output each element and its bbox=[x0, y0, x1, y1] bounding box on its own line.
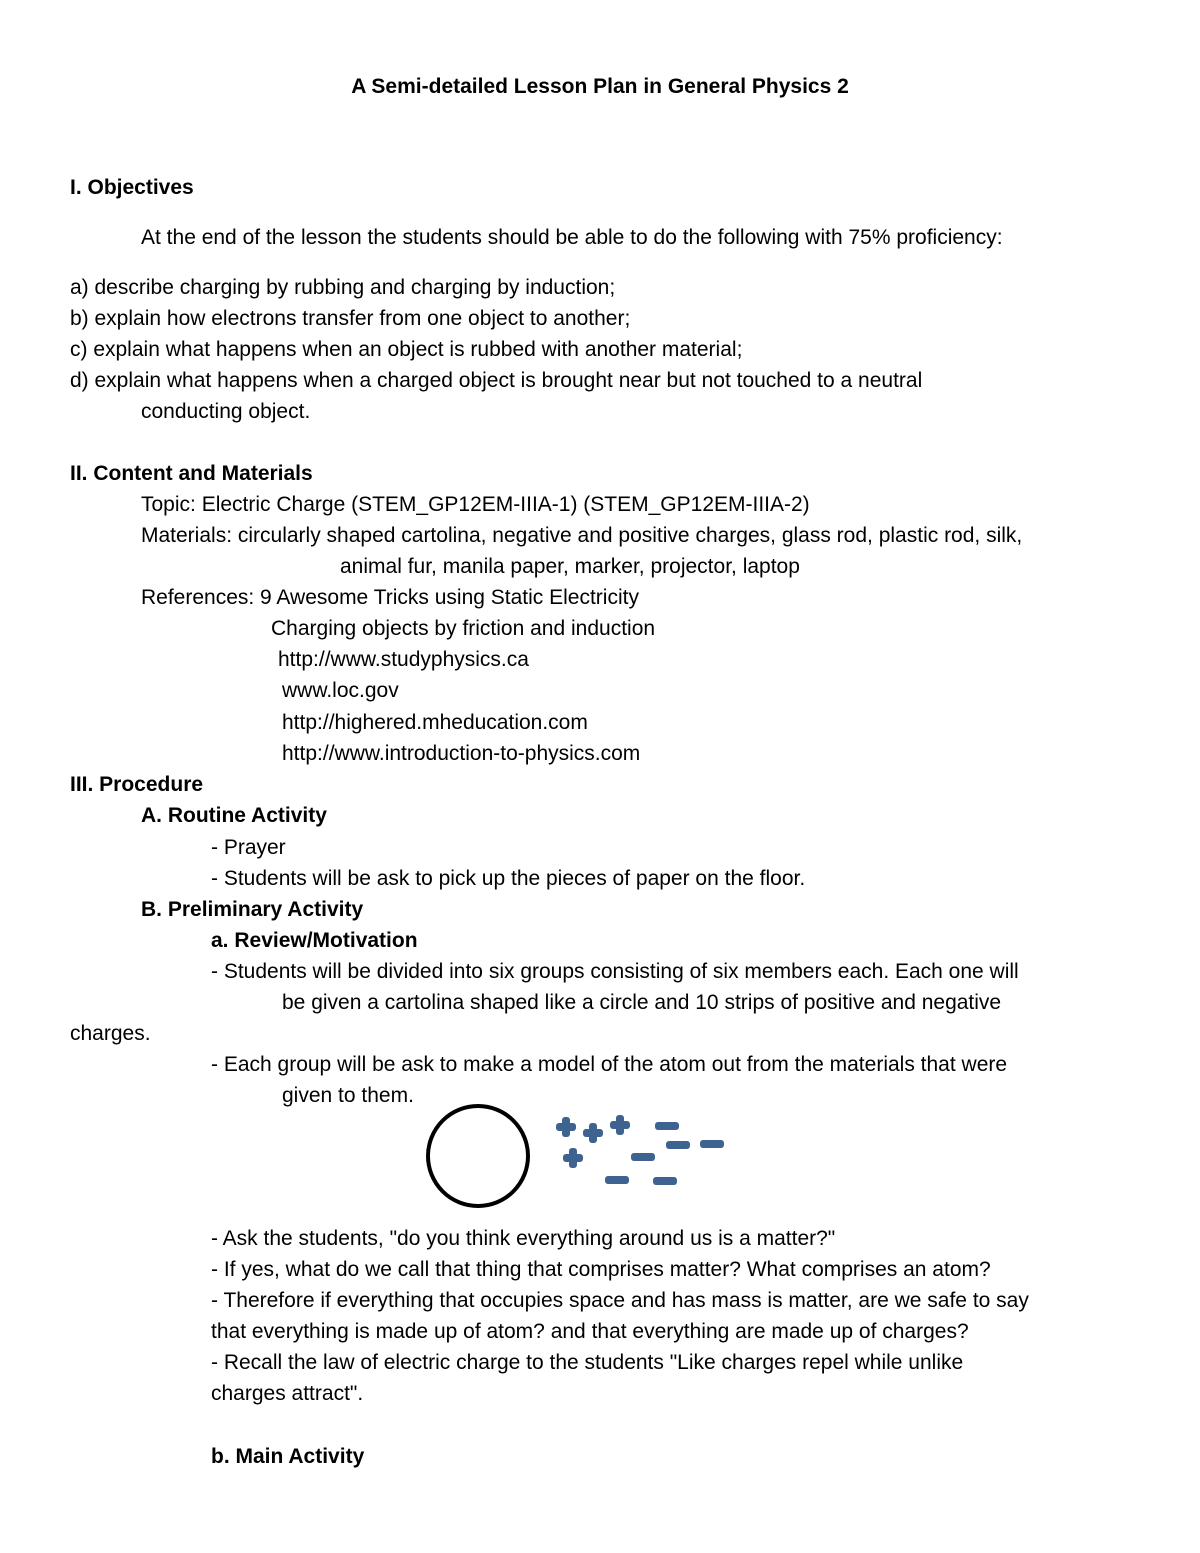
negative-charge-icon bbox=[605, 1176, 629, 1184]
materials-line: Materials: circularly shaped cartolina, negative and positive charges, glass rod, plastic rod, silk, bbox=[141, 524, 1023, 547]
question-line: charges attract". bbox=[211, 1382, 364, 1405]
materials-line-continuation: animal fur, manila paper, marker, projector, laptop bbox=[340, 555, 800, 578]
review-paragraph-line: - Students will be divided into six groups consisting of six members each. Each one will bbox=[211, 960, 1019, 983]
positive-charge-icon bbox=[610, 1115, 630, 1135]
negative-charge-icon bbox=[700, 1140, 724, 1148]
page-title: A Semi-detailed Lesson Plan in General Physics 2 bbox=[351, 75, 849, 98]
subheading-routine-activity: A. Routine Activity bbox=[141, 804, 327, 827]
topic-line: Topic: Electric Charge (STEM_GP12EM-IIIA-1) (STEM_GP12EM-IIIA-2) bbox=[141, 493, 810, 516]
references-label: References: 9 Awesome Tricks using Static Electricity bbox=[141, 586, 639, 609]
objectives-intro: At the end of the lesson the students should be able to do the following with 75% proficiency: bbox=[141, 226, 1003, 249]
negative-charge-icon bbox=[655, 1122, 679, 1130]
reference-item: http://www.studyphysics.ca bbox=[278, 648, 529, 671]
objective-item: a) describe charging by rubbing and charging by induction; bbox=[70, 276, 616, 299]
negative-charge-icon bbox=[666, 1141, 690, 1149]
review-paragraph-line: given to them. bbox=[282, 1084, 414, 1107]
reference-item: www.loc.gov bbox=[282, 679, 399, 702]
atom-circle-shape bbox=[428, 1106, 528, 1206]
review-paragraph-line: charges. bbox=[70, 1022, 151, 1045]
question-line: - Recall the law of electric charge to the students "Like charges repel while unlike bbox=[211, 1351, 964, 1374]
review-paragraph-line: be given a cartolina shaped like a circle and 10 strips of positive and negative bbox=[282, 991, 1002, 1014]
routine-item: - Students will be ask to pick up the pieces of paper on the floor. bbox=[211, 867, 806, 890]
negative-charge-icon bbox=[631, 1153, 655, 1161]
objective-item: d) explain what happens when a charged object is brought near but not touched to a neutral bbox=[70, 369, 923, 392]
subheading-main-activity: b. Main Activity bbox=[211, 1445, 365, 1468]
section-heading-content: II. Content and Materials bbox=[70, 462, 313, 485]
review-paragraph-line: - Each group will be ask to make a model of the atom out from the materials that were bbox=[211, 1053, 1008, 1076]
routine-item: - Prayer bbox=[211, 836, 286, 859]
subheading-review-motivation: a. Review/Motivation bbox=[211, 929, 418, 952]
reference-item: http://highered.mheducation.com bbox=[282, 711, 588, 734]
question-line: - Therefore if everything that occupies space and has mass is matter, are we safe to say bbox=[211, 1289, 1029, 1312]
negative-charge-icon bbox=[653, 1177, 677, 1185]
subheading-preliminary-activity: B. Preliminary Activity bbox=[141, 898, 364, 921]
positive-charge-icon bbox=[583, 1123, 603, 1143]
question-line: - Ask the students, "do you think everything around us is a matter?" bbox=[211, 1227, 836, 1250]
objective-item: b) explain how electrons transfer from one object to another; bbox=[70, 307, 631, 330]
atom-model-figure bbox=[420, 1098, 740, 1214]
reference-item: Charging objects by friction and induction bbox=[271, 617, 656, 640]
positive-charge-icon bbox=[563, 1148, 583, 1168]
objective-item-continuation: conducting object. bbox=[141, 400, 311, 423]
reference-item: http://www.introduction-to-physics.com bbox=[282, 742, 641, 765]
question-line: that everything is made up of atom? and that everything are made up of charges? bbox=[211, 1320, 969, 1343]
section-heading-objectives: I. Objectives bbox=[70, 176, 194, 199]
section-heading-procedure: III. Procedure bbox=[70, 773, 204, 796]
question-line: - If yes, what do we call that thing that comprises matter? What comprises an atom? bbox=[211, 1258, 991, 1281]
objective-item: c) explain what happens when an object is rubbed with another material; bbox=[70, 338, 743, 361]
positive-charge-icon bbox=[556, 1117, 576, 1137]
